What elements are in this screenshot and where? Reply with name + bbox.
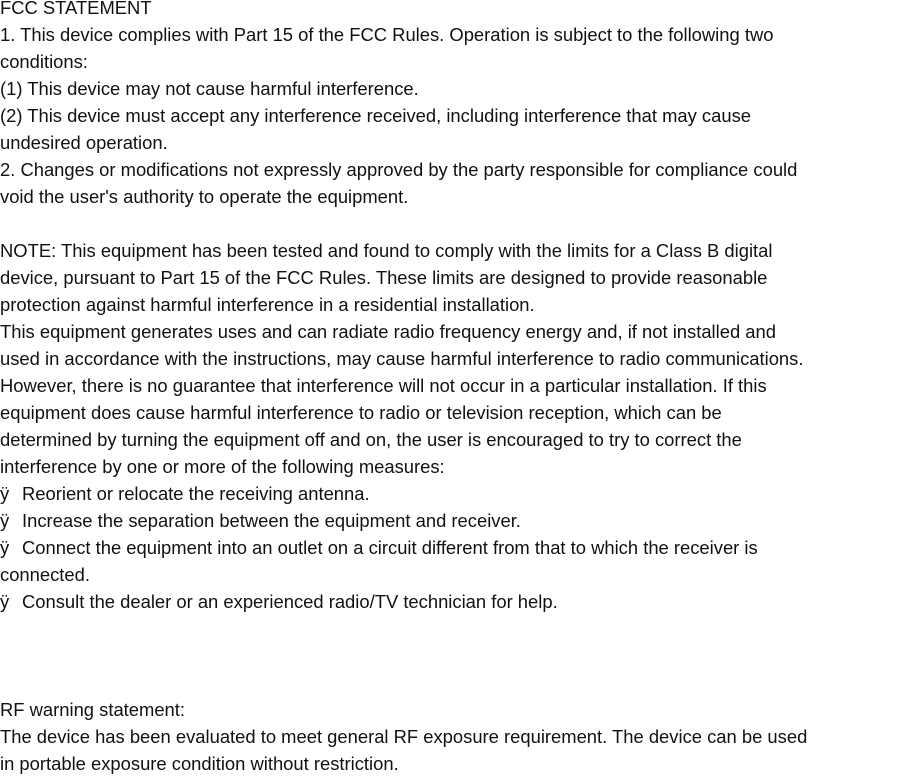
bullet-symbol: ÿ: [0, 591, 10, 612]
fcc-item1-line1: 1. This device complies with Part 15 of the FCC Rules. Operation is subject to the following two: [0, 24, 774, 45]
measure-item: [0, 588, 913, 615]
note-line: equipment does cause harmful interference to radio or television reception, which can be: [0, 402, 722, 423]
fcc-item1-line2: conditions:: [0, 51, 88, 72]
note-line: device, pursuant to Part 15 of the FCC Rules. These limits are designed to provide reasonable: [0, 267, 768, 288]
measure-text: Increase the separation between the equipment and receiver.: [22, 510, 521, 531]
rf-warning-line1: The device has been evaluated to meet general RF exposure requirement. The device can be used: [0, 726, 808, 747]
fcc-condition2-line1: (2) This device must accept any interference received, including interference that may cause: [0, 105, 751, 126]
bullet-symbol: ÿ: [0, 483, 10, 504]
fcc-condition2-line2: undesired operation.: [0, 132, 168, 153]
bullet-symbol: ÿ: [0, 510, 10, 531]
measure-text: Connect the equipment into an outlet on a circuit different from that to which the receiver is: [22, 537, 758, 558]
measure-item: [0, 480, 913, 507]
measure-continuation: connected.: [0, 564, 90, 585]
fcc-item2-line2: void the user's authority to operate the equipment.: [0, 186, 409, 207]
fcc-statement-title: FCC STATEMENT: [0, 0, 152, 18]
fcc-item2-line1: 2. Changes or modifications not expressly approved by the party responsible for compliance could: [0, 159, 798, 180]
measure-item: [0, 507, 913, 534]
bullet-symbol: ÿ: [0, 537, 10, 558]
note-line: interference by one or more of the following measures:: [0, 456, 445, 477]
note-line: protection against harmful interference in a residential installation.: [0, 294, 535, 315]
note-line: However, there is no guarantee that interference will not occur in a particular installation. If this: [0, 375, 767, 396]
rf-warning-title: RF warning statement:: [0, 699, 186, 720]
note-line: NOTE: This equipment has been tested and found to comply with the limits for a Class B digital: [0, 240, 773, 261]
fcc-condition1: (1) This device may not cause harmful interference.: [0, 78, 419, 99]
note-line: used in accordance with the instructions, may cause harmful interference to radio communications.: [0, 348, 804, 369]
rf-warning-line2: in portable exposure condition without restriction.: [0, 753, 399, 774]
measure-text: Reorient or relocate the receiving antenna.: [22, 483, 370, 504]
note-line: This equipment generates uses and can radiate radio frequency energy and, if not installed and: [0, 321, 776, 342]
note-line: determined by turning the equipment off and on, the user is encouraged to try to correct the: [0, 429, 742, 450]
paragraph-spacer: [0, 210, 913, 237]
measure-item: [0, 534, 913, 561]
section-spacer: [0, 615, 913, 696]
measure-text: Consult the dealer or an experienced radio/TV technician for help.: [22, 591, 558, 612]
